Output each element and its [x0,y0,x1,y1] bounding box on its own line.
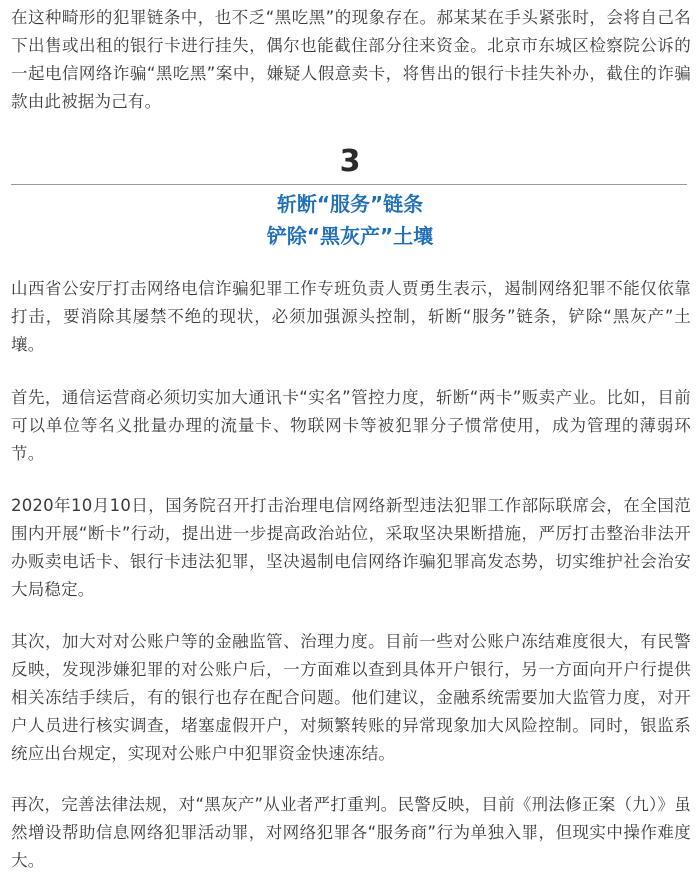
paragraph-telecom-real-name: 首先，通信运营商必须切实加大通讯卡“实名”管控力度，斩断“两卡”贩卖产业。比如，目前可以单位等名义批量办理的流量卡、物联网卡等被犯罪分子惯常使用，成为管理的薄弱环节。 [11,388,691,463]
paragraph-source-control: 山西省公安厅打击网络电信诈骗犯罪工作专班负责人贾勇生表示，遏制网络犯罪不能仅依靠打击，要消除其屡禁不绝的现状，必须加强源头控制，斩断“服务”链条，铲除“黑灰产”土壤。 [11,279,691,354]
section-number: 3 [339,144,361,179]
intro-paragraph: 在这种畸形的犯罪链条中，也不乏“黑吃黑”的现象存在。郝某某在手头紧张时，会将自己名下出售或出租的银行卡进行挂失，偶尔也能截住部分往来资金。北京市东城区检察院公诉的一起电信网络诈骗“黑吃黑”案中，嫌疑人假意卖卡，将售出的银行卡挂失补办，截住的诈骗款由此被据为己有。 [11,8,691,111]
section-divider [11,184,687,185]
paragraph-legal-reform: 再次，完善法律法规，对“黑灰产”从业者严打重判。民警反映，目前《刑法修正案（九）》虽然增设帮助信息网络犯罪活动罪，对网络犯罪各“服务商”行为单独入罪，但现实中操作难度大。 [11,795,691,870]
section-headline-line-2: 铲除“黑灰产”土壤 [266,224,434,248]
paragraph-card-cut-campaign: 2020年10月10日，国务院召开打击治理电信网络新型违法犯罪工作部际联席会，在全国范围内开展“断卡”行动，提出进一步提高政治站位，采取坚决果断措施，严厉打击整治非法开办贩卖电话卡、银行卡违法犯罪，坚决遏制电信网络诈骗犯罪高发态势，切实维护社会治安大局稳定。 [11,496,691,599]
paragraph-corporate-accounts: 其次，加大对对公账户等的金融监管、治理力度。目前一些对公账户冻结难度很大，有民警反映，发现涉嫌犯罪的对公账户后，一方面难以查到具体开户银行，另一方面向开户行提供相关冻结手续后，有的银行也存在配合问题。他们建议，金融系统需要加大监管力度，对开户人员进行核实调查，堵塞虚假开户，对频繁转账的异常现象加大风险控制。同时，银监系统应出台规定，实现对公账户中犯罪资金快速冻结。 [11,632,691,763]
section-headline-line-1: 斩断“服务”链条 [276,192,424,216]
